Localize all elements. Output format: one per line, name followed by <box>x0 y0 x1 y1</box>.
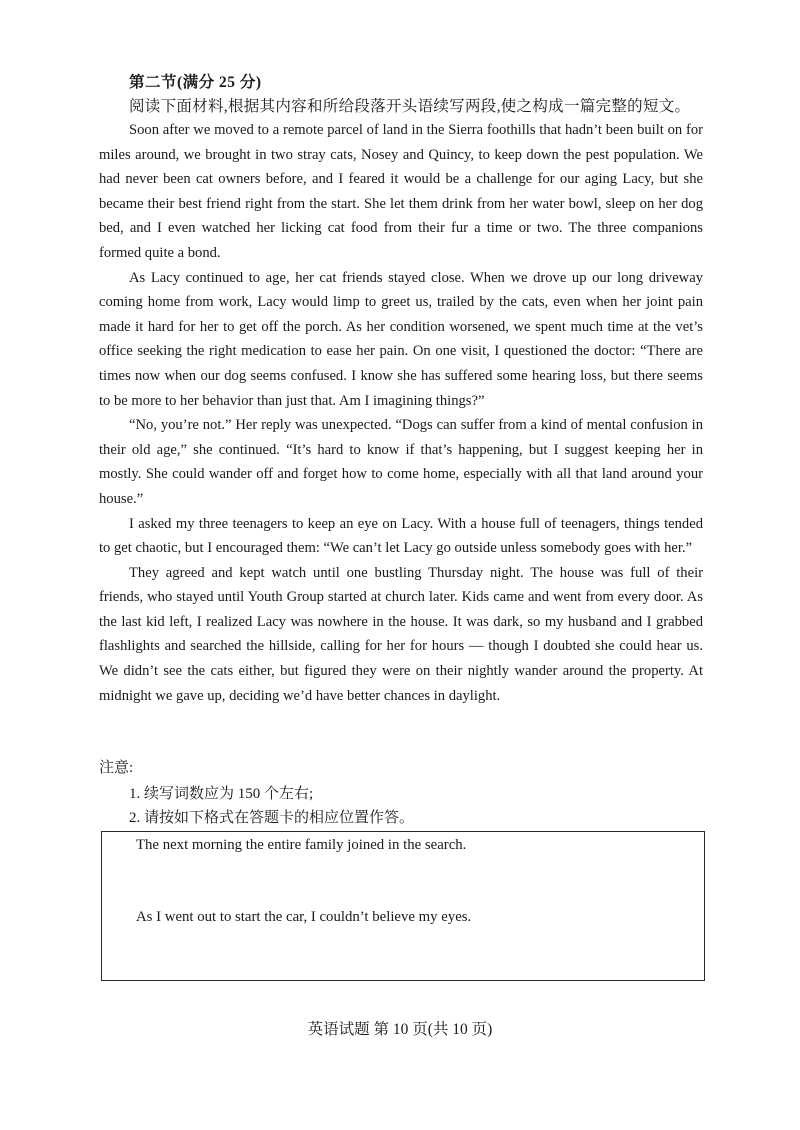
note-item: 1. 续写词数应为 150 个左右; <box>129 786 314 802</box>
section-instruction: 阅读下面材料,根据其内容和所给段落开头语续写两段,使之构成一篇完整的短文。 <box>129 98 691 115</box>
notes-title: 注意: <box>99 760 134 776</box>
answer-box <box>101 831 705 981</box>
reading-passage <box>99 118 703 708</box>
section-title: 第二节(满分 25 分) <box>129 74 262 91</box>
passage-paragraph: I asked my three teenagers to keep an eye on Lacy. With a house full of teenagers, things tended to get chaotic, but I encouraged them: “We can’t let Lacy go outside unless somebody goes with her.” <box>99 515 703 557</box>
passage-paragraph: “No, you’re not.” Her reply was unexpected. “Dogs can suffer from a kind of mental confusion in their old age,” she continued. “It’s hard to know if that’s happening, but I suggest keeping her in mostly. She could wander off and forget how to come home, especially with all that land around your house.” <box>99 417 703 507</box>
paragraph-prompt-2: As I went out to start the car, I couldn’t believe my eyes. <box>136 909 472 925</box>
note-item: 2. 请按如下格式在答题卡的相应位置作答。 <box>129 810 415 826</box>
passage-paragraph: Soon after we moved to a remote parcel of land in the Sierra foothills that hadn’t been built on for miles around, we brought in two stray cats, Nosey and Quincy, to keep down the pest population. We had never been cat owners before, and I feared it would be a challenge for our aging Lacy, but she became their best friend right from the start. She let them drink from her water bowl, sleep on her dog bed, and I even watched her licking cat food from their fur a time or two. The three companions formed quite a bond. <box>99 122 703 261</box>
passage-paragraph: They agreed and kept watch until one bustling Thursday night. The house was full of their friends, who stayed until Youth Group started at church later. Kids came and went from every door. As the last kid left, I realized Lacy was nowhere in the house. It was dark, so my husband and I grabbed flashlights and searched the hillside, calling for her for hours — though I doubted she could hear us. We didn’t see the cats either, but figured they were on their nightly wander around the property. At midnight we gave up, deciding we’d have better chances in daylight. <box>99 564 703 704</box>
paragraph-prompt-1: The next morning the entire family joined in the search. <box>136 837 467 853</box>
passage-paragraph: As Lacy continued to age, her cat friends stayed close. When we drove up our long driveway coming home from work, Lacy would limp to greet us, trailed by the cats, even when her joint pain made it hard for her to get off the porch. As her condition worsened, we spent much time at the vet’s office seeking the right medication to ease her pain. On one visit, I questioned the doctor: “There are times now when our dog seems confused. I know she has suffered some hearing loss, but there seems to be more to her behavior than just that. Am I imagining things?” <box>99 269 703 409</box>
page-footer: 英语试题 第 10 页(共 10 页) <box>307 1021 493 1038</box>
